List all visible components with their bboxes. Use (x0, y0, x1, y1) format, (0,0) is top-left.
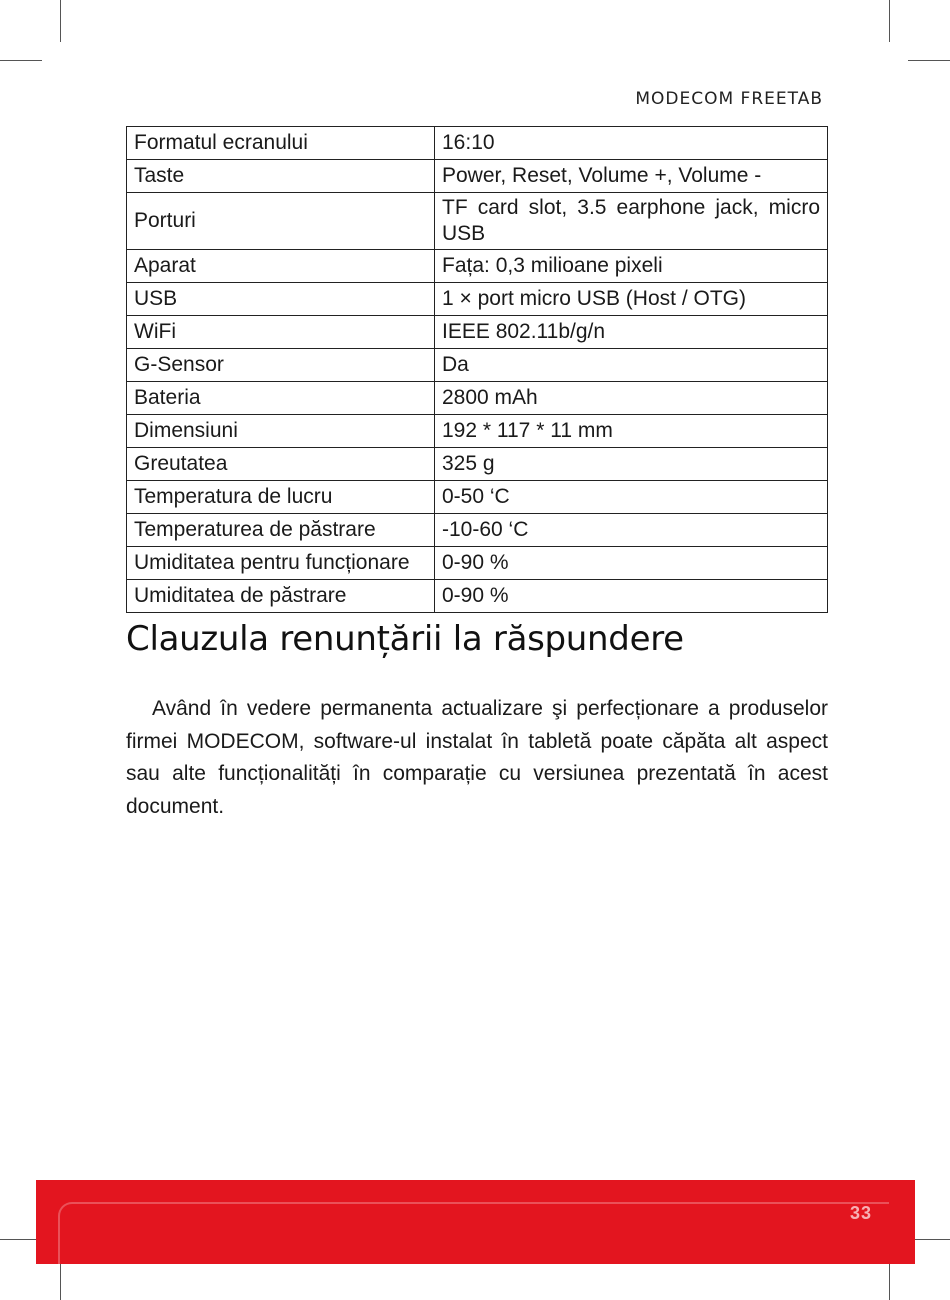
footer-bar (36, 1180, 915, 1264)
spec-key: WiFi (127, 316, 435, 349)
specifications-table (126, 126, 828, 613)
spec-key: G-Sensor (127, 349, 435, 382)
spec-value: -10-60 ‘C (435, 514, 828, 547)
spec-row (127, 382, 828, 415)
spec-key: USB (127, 283, 435, 316)
spec-key: Dimensiuni (127, 415, 435, 448)
spec-row (127, 316, 828, 349)
section-title: Clauzula renunțării la răspundere (126, 619, 684, 659)
crop-mark (0, 60, 42, 61)
spec-row (127, 283, 828, 316)
spec-value: Da (435, 349, 828, 382)
spec-row (127, 160, 828, 193)
spec-value: Power, Reset, Volume +, Volume - (435, 160, 828, 193)
crop-mark (908, 60, 950, 61)
spec-value: TF card slot, 3.5 earphone jack, micro USB (435, 193, 828, 250)
spec-value: 0-50 ‘C (435, 481, 828, 514)
footer-decoration (58, 1202, 889, 1264)
spec-row (127, 514, 828, 547)
spec-key: Temperaturea de păstrare (127, 514, 435, 547)
spec-row (127, 580, 828, 613)
spec-key: Greutatea (127, 448, 435, 481)
spec-key: Porturi (127, 193, 435, 250)
spec-key: Bateria (127, 382, 435, 415)
spec-key: Aparat (127, 250, 435, 283)
spec-key: Taste (127, 160, 435, 193)
spec-value: IEEE 802.11b/g/n (435, 316, 828, 349)
spec-key: Temperatura de lucru (127, 481, 435, 514)
spec-value: 2800 mAh (435, 382, 828, 415)
crop-mark (60, 1258, 61, 1300)
disclaimer-paragraph: Având în vedere permanenta actualizare şi perfecționare a produselor firmei MODECOM, software-ul instalat în tabletă poate căpăta alt aspect sau alte funcționalități în comparație cu versiunea prezentată în acest document. (126, 697, 828, 818)
crop-mark (60, 0, 61, 42)
spec-value: 16:10 (435, 127, 828, 160)
crop-mark (889, 1258, 890, 1300)
running-header: MODECOM FREETAB (635, 89, 823, 109)
page-number: 33 (849, 1203, 872, 1223)
crop-mark (889, 0, 890, 42)
spec-row (127, 193, 828, 250)
spec-key: Umiditatea pentru funcționare (127, 547, 435, 580)
spec-value: 0-90 % (435, 547, 828, 580)
spec-row (127, 127, 828, 160)
spec-row (127, 448, 828, 481)
spec-row (127, 250, 828, 283)
spec-value: Fața: 0,3 milioane pixeli (435, 250, 828, 283)
spec-row (127, 547, 828, 580)
spec-value: 1 × port micro USB (Host / OTG) (435, 283, 828, 316)
spec-row (127, 349, 828, 382)
spec-key: Umiditatea de păstrare (127, 580, 435, 613)
spec-value: 192 * 117 * 11 mm (435, 415, 828, 448)
specifications-table-body (127, 127, 828, 613)
spec-key: Formatul ecranului (127, 127, 435, 160)
spec-value: 325 g (435, 448, 828, 481)
spec-row (127, 481, 828, 514)
spec-value: 0-90 % (435, 580, 828, 613)
spec-row (127, 415, 828, 448)
